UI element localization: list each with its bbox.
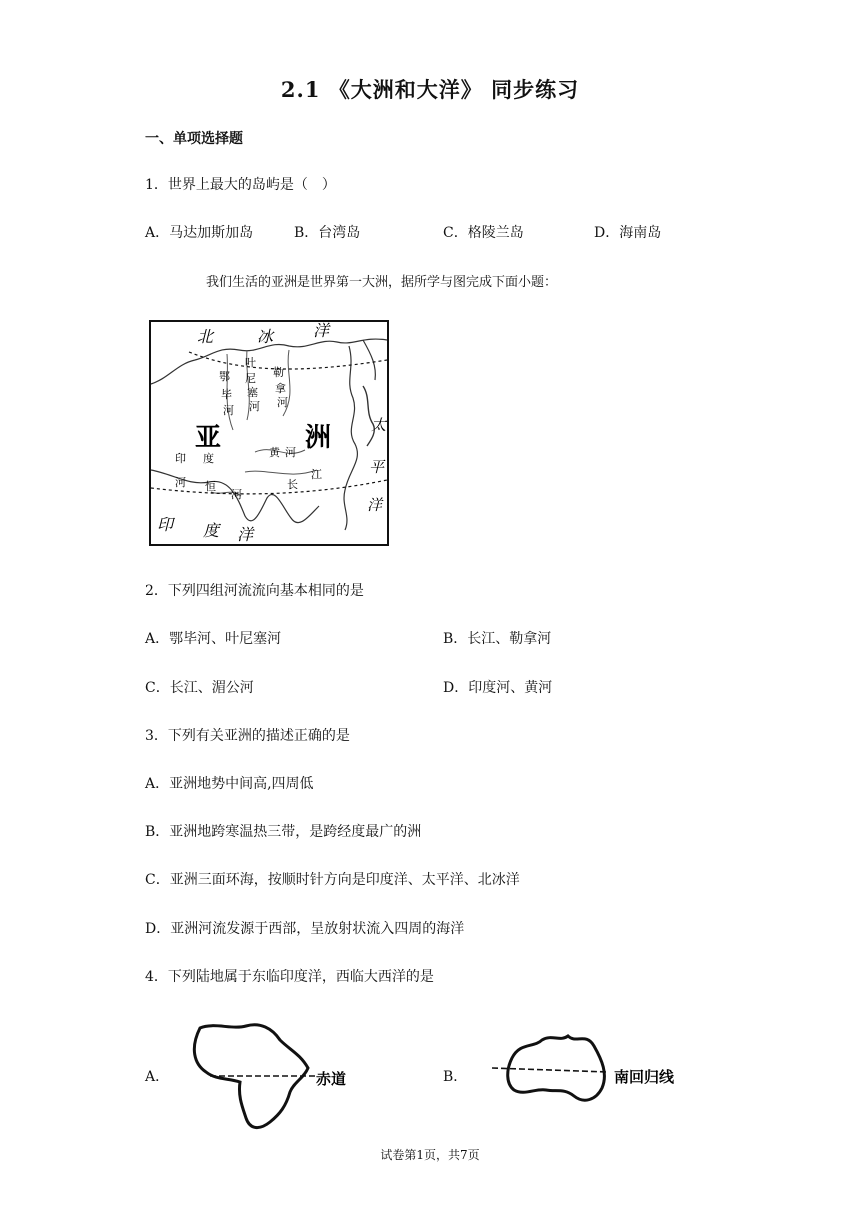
question-3-stem: 3．下列有关亚洲的描述正确的是 <box>145 728 350 744</box>
continent-label-2: 洲 <box>305 423 332 453</box>
ocean-north-2: 冰 <box>257 327 274 346</box>
question-4-option-a: A． <box>145 1069 170 1085</box>
question-3-option-d: D．亚洲河流发源于西部，呈放射状流入四周的海洋 <box>145 921 465 937</box>
question-2-option-d: D．印度河、黄河 <box>443 680 553 696</box>
ocean-pacific-3: 洋 <box>367 496 383 514</box>
intro-text: 我们生活的亚洲是世界第一大洲，据所学与图完成下面小题： <box>206 275 558 290</box>
australia-outline-figure <box>490 1030 700 1110</box>
lena-label-2: 拿 <box>275 382 286 395</box>
indus-label-3: 河 <box>175 476 186 489</box>
page-title: 2.1 《大洲和大洋》 同步练习 <box>280 77 580 102</box>
ob-label-1: 鄂 <box>219 370 230 383</box>
question-3-option-a: A．亚洲地势中间高,四周低 <box>145 776 314 792</box>
ocean-indian-3: 洋 <box>237 525 254 544</box>
ocean-indian-2: 度 <box>203 521 220 540</box>
question-2-option-c: C．长江、湄公河 <box>145 680 254 696</box>
ocean-pacific-2: 平 <box>369 458 385 476</box>
yenisei-label-3: 塞 <box>247 386 258 399</box>
ob-label-3: 河 <box>223 404 234 417</box>
continent-label-1: 亚 <box>195 423 222 453</box>
equator-label: 赤道 <box>316 1070 347 1088</box>
yellow-label-2: 河 <box>285 446 296 459</box>
lena-label-3: 河 <box>277 396 288 409</box>
question-3-option-b: B．亚洲地跨寒温热三带，是跨经度最广的洲 <box>145 824 422 840</box>
yangtze-label-2: 江 <box>311 468 322 481</box>
yenisei-label-2: 尼 <box>245 372 256 385</box>
ganges-label-1: 恒 <box>205 480 216 493</box>
indus-label-2: 度 <box>203 452 214 465</box>
australia-outline <box>508 1036 605 1100</box>
question-1-stem: 1．世界上最大的岛屿是（ ） <box>145 177 336 193</box>
indus-label-1: 印 <box>175 452 186 465</box>
question-1-option-a: A．马达加斯加岛 <box>145 225 254 241</box>
question-4-option-b: B． <box>443 1069 468 1085</box>
yangtze-label-1: 长 <box>287 478 298 491</box>
asia-map <box>149 320 389 546</box>
ocean-pacific-1: 太 <box>371 416 387 434</box>
tropic-of-capricorn-label: 南回归线 <box>614 1068 675 1086</box>
yellow-label-1: 黄 <box>269 446 280 459</box>
question-2-option-b: B．长江、勒拿河 <box>443 631 552 647</box>
yenisei-label-1: 叶 <box>245 356 256 369</box>
lena-label-1: 勒 <box>273 366 284 379</box>
question-2-option-a: A．鄂毕河、叶尼塞河 <box>145 631 282 647</box>
ganges-label-2: 河 <box>231 488 242 501</box>
yenisei-label-4: 河 <box>249 400 260 413</box>
page-footer: 试卷第1页，共7页 <box>380 1148 480 1162</box>
question-4-stem: 4．下列陆地属于东临印度洋，西临大西洋的是 <box>145 969 434 985</box>
ocean-north-1: 北 <box>197 327 214 346</box>
section-heading: 一、单项选择题 <box>145 131 243 147</box>
ocean-indian-1: 印 <box>157 515 174 534</box>
question-2-stem: 2．下列四组河流流向基本相同的是 <box>145 583 364 599</box>
question-3-option-c: C．亚洲三面环海，按顺时针方向是印度洋、太平洋、北冰洋 <box>145 872 520 888</box>
question-1-option-b: B．台湾岛 <box>294 225 361 241</box>
ob-label-2: 毕 <box>221 388 232 401</box>
question-1-option-d: D．海南岛 <box>594 225 662 241</box>
question-1-option-c: C．格陵兰岛 <box>443 225 524 241</box>
ocean-north-3: 洋 <box>313 321 330 340</box>
asia-map-figure <box>149 320 389 546</box>
africa-outline-figure <box>180 1018 370 1136</box>
